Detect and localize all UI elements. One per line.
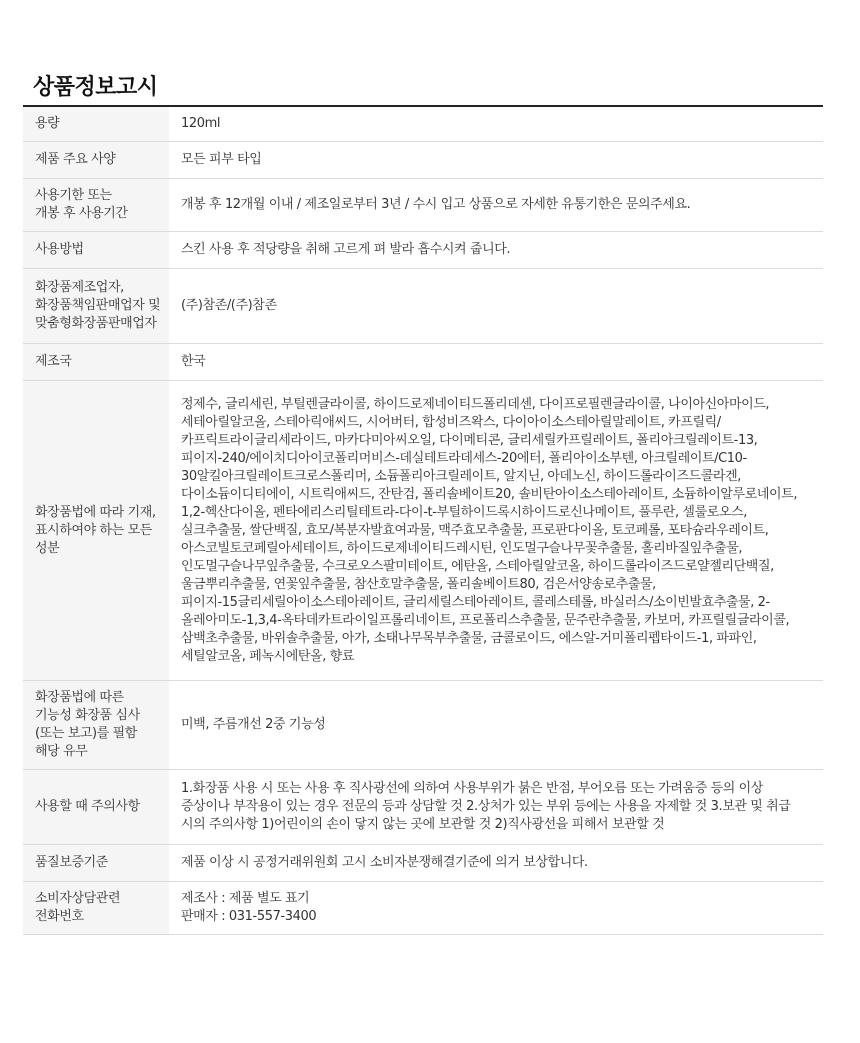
row-label: 사용방법 — [23, 232, 169, 269]
row-value: 1.화장품 사용 시 또는 사용 후 직사광선에 의하여 사용부위가 붉은 반점, 부어오름 또는 가려움증 등의 이상 증상이나 부작용이 있는 경우 전문의 등과 상담할 것 2.상처가 있는 부위 등에는 사용을 자제할 것 3.보관 및 취급 시의 주의사항 1)어린이의 손이 닿지 않는 곳에 보관할 것 2)직사광선을 피해서 보관할 것 — [169, 770, 823, 845]
row-value: 제조사 : 제품 별도 표기 판매자 : 031-557-3400 — [169, 882, 823, 935]
table-row — [23, 142, 823, 179]
row-value: 120ml — [169, 107, 823, 142]
table-row — [23, 179, 823, 232]
table-row — [23, 770, 823, 845]
table-row — [23, 381, 823, 681]
row-value: 미백, 주름개선 2중 기능성 — [169, 681, 823, 770]
table-row — [23, 681, 823, 770]
page-title: 상품정보고시 — [33, 75, 158, 100]
table-row — [23, 232, 823, 269]
row-value: (주)참존/(주)참존 — [169, 269, 823, 344]
row-label: 화장품법에 따라 기재, 표시하여야 하는 모든 성분 — [23, 381, 169, 681]
table-row — [23, 882, 823, 935]
table-row — [23, 269, 823, 344]
table-row — [23, 344, 823, 381]
row-value: 제품 이상 시 공정거래위원회 고시 소비자분쟁해결기준에 의거 보상합니다. — [169, 845, 823, 882]
row-value: 스킨 사용 후 적당량을 취해 고르게 펴 발라 흡수시켜 줍니다. — [169, 232, 823, 269]
row-label: 용량 — [23, 107, 169, 142]
row-value: 정제수, 글리세린, 부틸렌글라이콜, 하이드로제네이티드폴리데센, 다이프로필렌글라이콜, 나이아신아마이드, 세테아릴알코올, 스테아릭애씨드, 시어버터, 합성비즈왁스, 다이아이소스테아릴말레이트, 카프릴릭/카프릭트라이글리세라이드, 마카다미아씨오일, 다이메티콘, 글리세릴카프릴레이트, 폴리아크릴레이트-13, 피이지-240/에이치디아이코폴리머비스-데실테트라데세스-20에터, 폴리아이소부텐, 아크릴레이트/C10-30알킬아크릴레이트크로스폴리머, 소듐폴리아크릴레이트, 알지닌, 아데노신, 하이드롤라이즈드콜라겐, 다이소듐이디티에이, 시트릭애씨드, 잔탄검, 폴리솔베이트20, 솔비탄아이소스테아레이트, 소듐하이알루로네이트, 1,2-헥산다이올, 펜타에리스리틸테트라-다이-t-부틸하이드록시하이드로신나메이트, 풀루란, 셀룰로오스, 실크추출물, 쌀단백질, 효모/복분자발효여과물, 맥주효모추출물, 프로판다이올, 토코페롤, 포타슘라우레이트, 아스코빌토코페릴아세테이트, 하이드로제네이티드레시틴, 인도멀구슬나무꽃추출물, 홀리바질잎추출물, 인도멀구슬나무잎추출물, 수크로오스팔미테이트, 에탄올, 스테아릴알코올, 하이드롤라이즈드로얄젤리단백질, 울금뿌리추출물, 연꽃잎추출물, 참산호말추출물, 폴리솔베이트80, 검은서양송로추출물, 피이지-15글리세릴아이소스테아레이트, 글리세릴스테아레이트, 콜레스테롤, 바실러스/소이빈발효추출물, 2-올레아미도-1,3,4-옥타데카트라이일프롤리네이트, 프로폴리스추출물, 문주란추출물, 카보머, 카프릴릴글라이콜, 삼백초추출물, 바위솔추출물, 아가, 소태나무목부추출물, 금콜로이드, 에스알-거미폴리펩타이드-1, 파파인, 세틸알코올, 페녹시에탄올, 향료 — [169, 381, 823, 681]
row-label: 제품 주요 사양 — [23, 142, 169, 179]
row-label: 사용할 때 주의사항 — [23, 770, 169, 845]
row-label: 소비자상담관련 전화번호 — [23, 882, 169, 935]
row-value: 모든 피부 타입 — [169, 142, 823, 179]
row-value: 한국 — [169, 344, 823, 381]
row-value: 개봉 후 12개월 이내 / 제조일로부터 3년 / 수시 입고 상품으로 자세한 유통기한은 문의주세요. — [169, 179, 823, 232]
table-row — [23, 845, 823, 882]
row-label: 화장품법에 따른 기능성 화장품 심사(또는 보고)를 필함 해당 유무 — [23, 681, 169, 770]
row-label: 제조국 — [23, 344, 169, 381]
product-info-table — [23, 107, 823, 935]
row-label: 화장품제조업자, 화장품책임판매업자 및 맞춤형화장품판매업자 — [23, 269, 169, 344]
table-row — [23, 107, 823, 142]
row-label: 사용기한 또는 개봉 후 사용기간 — [23, 179, 169, 232]
row-label: 품질보증기준 — [23, 845, 169, 882]
